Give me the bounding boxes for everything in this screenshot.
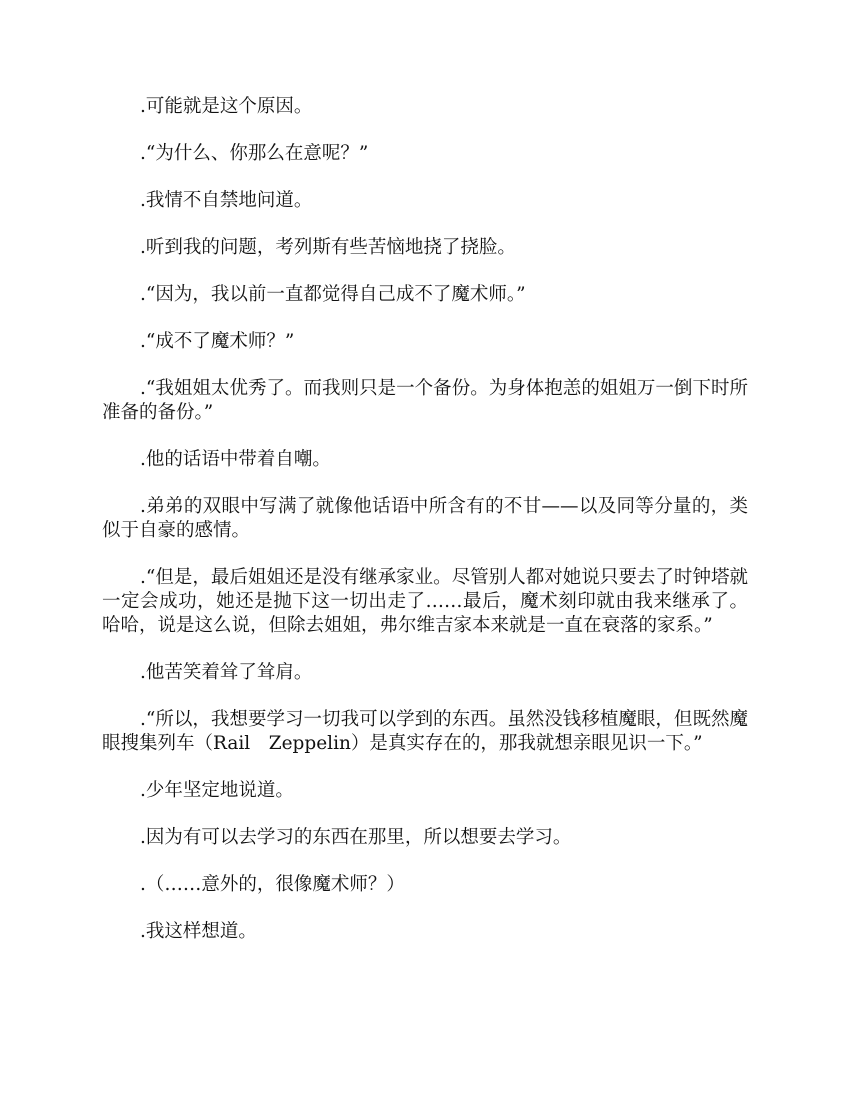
paragraph: .因为有可以去学习的东西在那里，所以想要去学习。 (140, 827, 572, 848)
paragraph: .弟弟的双眼中写满了就像他话语中所含有的不甘——以及同等分量的，类似于自豪的感情。 (102, 496, 748, 541)
paragraph: .“为什么、你那么在意呢？” (140, 143, 369, 164)
paragraph: .少年坚定地说道。 (140, 780, 294, 801)
paragraph: .他的话语中带着自嘲。 (140, 449, 331, 470)
paragraph: .“但是，最后姐姐还是没有继承家业。尽管别人都对她说只要去了时钟塔就一定会成功，她还是抛下这一切出走了……最后，魔术刻印就由我来继承了。哈哈，说是这么说，但除去姐姐，弗尔维吉家本来就是一直在衰落的家系。” (102, 567, 748, 636)
paragraph: .“因为，我以前一直都觉得自己成不了魔术师。” (140, 284, 526, 305)
paragraph: .（……意外的，很像魔术师？） (140, 874, 405, 895)
paragraph: .听到我的问题，考列斯有些苦恼地挠了挠脸。 (140, 237, 516, 258)
document-page (102, 95, 748, 967)
paragraph: .可能就是这个原因。 (140, 96, 313, 117)
paragraph: .他苦笑着耸了耸肩。 (140, 662, 313, 683)
paragraph: .“成不了魔术师？” (140, 331, 295, 352)
paragraph: .“所以，我想要学习一切我可以学到的东西。虽然没钱移植魔眼，但既然魔眼搜集列车（Rail Zeppelin）是真实存在的，那我就想亲眼见识一下。” (102, 709, 748, 754)
paragraph: .我情不自禁地问道。 (140, 190, 313, 211)
paragraph: .“我姐姐太优秀了。而我则只是一个备份。为身体抱恙的姐姐万一倒下时所准备的备份。” (102, 378, 748, 423)
paragraph: .我这样想道。 (140, 921, 257, 942)
